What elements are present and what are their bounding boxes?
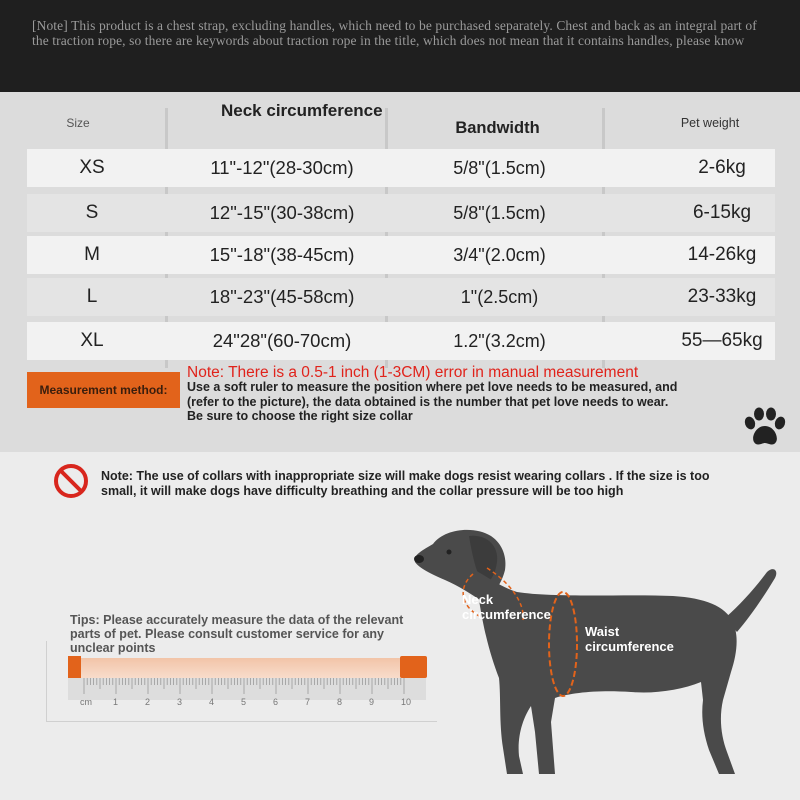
ruler-number: 8 bbox=[337, 697, 343, 707]
table-cell: L bbox=[86, 286, 98, 307]
table-cell: 1"(2.5cm) bbox=[460, 286, 539, 307]
ruler-cap-left bbox=[68, 656, 81, 678]
prohibited-icon bbox=[52, 462, 90, 500]
table-cell: 15"-18"(38-45cm) bbox=[209, 244, 355, 265]
header-neck: Neck circumference bbox=[221, 101, 383, 120]
table-cell: S bbox=[85, 202, 99, 223]
ruler-number: 3 bbox=[177, 697, 183, 707]
table-cell: 5/8"(1.5cm) bbox=[453, 202, 546, 223]
table-cell: 1.2"(3.2cm) bbox=[453, 330, 546, 351]
table-row bbox=[27, 322, 775, 360]
waist-label: Waist circumference bbox=[585, 624, 674, 654]
table-cell: 23-33kg bbox=[687, 286, 757, 307]
table-cell: 18"-23"(45-58cm) bbox=[209, 286, 355, 307]
error-note: Note: There is a 0.5-1 inch (1-3CM) error in manual measurement bbox=[187, 364, 639, 381]
measurement-method-badge: Measurement method: bbox=[27, 372, 180, 408]
header-bandwidth: Bandwidth bbox=[455, 118, 540, 137]
measurement-instructions: Use a soft ruler to measure the position where pet love needs to be measured, and (refer to the picture), the data obtained is the number that pet love needs to wear. Be sure to choose the right size collar bbox=[187, 380, 678, 423]
header-pet-weight: Pet weight bbox=[680, 116, 740, 130]
table-row bbox=[27, 149, 775, 187]
top-note: [Note] This product is a chest strap, excluding handles, which need to be purchased separately. Chest and back as an integral part of the traction rope, so there are keywords about traction rope in the title, which does not mean that it contains handles, please know bbox=[32, 18, 757, 48]
table-cell: 55—65kg bbox=[681, 330, 763, 351]
table-row bbox=[27, 278, 775, 316]
ruler-number: 1 bbox=[113, 697, 119, 707]
header-size: Size bbox=[66, 116, 90, 130]
ruler-number: 9 bbox=[369, 697, 375, 707]
table-row bbox=[27, 194, 775, 232]
table-cell: 14-26kg bbox=[687, 244, 757, 265]
table-cell: M bbox=[84, 244, 100, 265]
size-warning: Note: The use of collars with inappropriate size will make dogs resist wearing collars . If the size is too small, it will make dogs have difficulty breathing and the collar pressure will be too high bbox=[101, 469, 710, 498]
ruler-ticks bbox=[80, 678, 410, 698]
table-cell: 12"-15"(30-38cm) bbox=[209, 202, 355, 223]
ruler-unit: cm bbox=[80, 697, 92, 707]
table-cell: 6-15kg bbox=[692, 202, 752, 223]
ruler-number: 10 bbox=[401, 697, 412, 707]
table-cell: 11"-12"(28-30cm) bbox=[210, 157, 354, 178]
ruler-number: 4 bbox=[209, 697, 215, 707]
table-cell: 5/8"(1.5cm) bbox=[453, 157, 546, 178]
table-header-row bbox=[27, 100, 775, 146]
measure-tips: Tips: Please accurately measure the data of the relevant parts of pet. Please consult customer service for any unclear points bbox=[70, 613, 404, 655]
table-cell: 3/4"(2.0cm) bbox=[453, 244, 546, 265]
neck-label: Neck circumference bbox=[462, 592, 551, 622]
table-row bbox=[27, 236, 775, 274]
ruler-number: 5 bbox=[241, 697, 247, 707]
table-cell: XS bbox=[79, 157, 105, 178]
ruler-number: 6 bbox=[273, 697, 279, 707]
ruler-band bbox=[68, 658, 426, 678]
ruler-number: 2 bbox=[145, 697, 151, 707]
table-cell: 24"28"(60-70cm) bbox=[212, 330, 352, 351]
ruler-number: 7 bbox=[305, 697, 311, 707]
table-cell: 2-6kg bbox=[698, 157, 746, 178]
paw-icon bbox=[742, 406, 788, 448]
table-cell: XL bbox=[80, 330, 104, 351]
